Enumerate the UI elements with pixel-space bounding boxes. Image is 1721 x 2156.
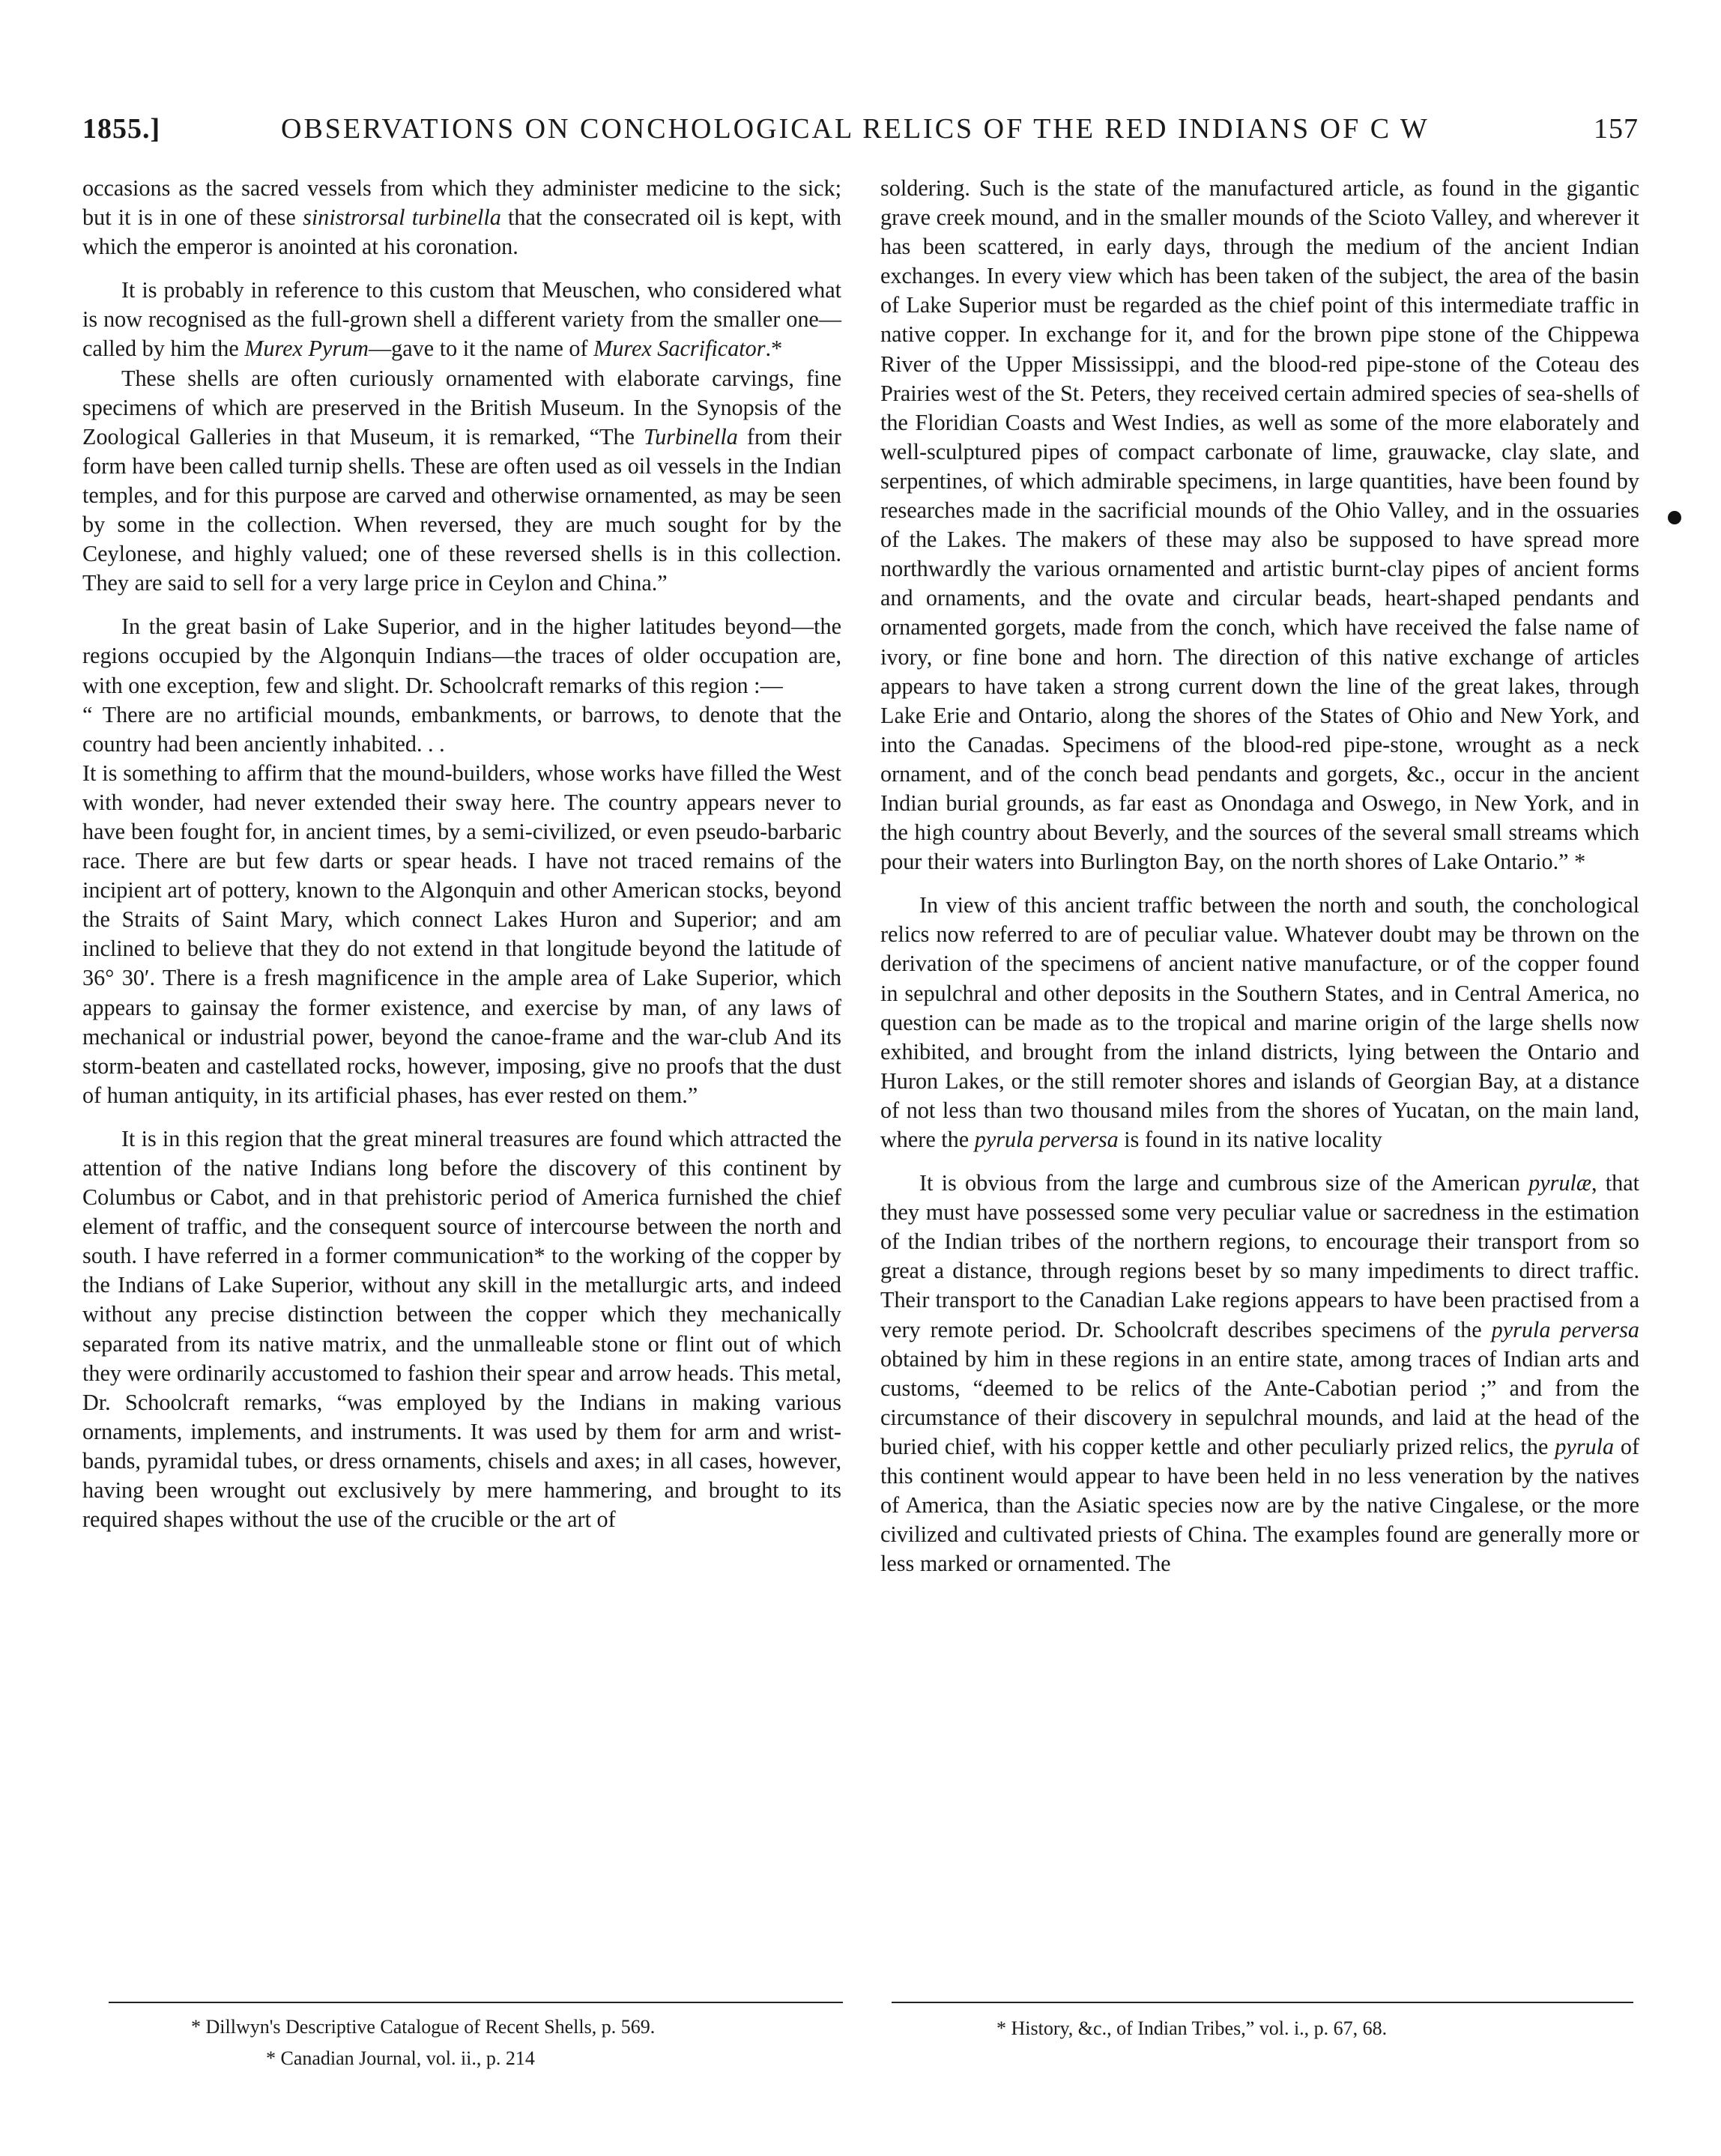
header-year: 1855.]	[82, 113, 161, 145]
right-column	[880, 174, 1639, 1987]
footnote: * Canadian Journal, vol. ii., p. 214	[266, 2047, 535, 2069]
quotation: It is something to affirm that the mound-builders, whose works have filled the West with wonder, had never extended their sway here. The country appears never to have been fought for, in ancient times, by a semi-civilized, or even pseudo-barbaric race. There are but few darts or spear heads. I have not traced remains of the incipient art of pottery, known to the Algonquin and other American stocks, beyond the Straits of Saint Mary, which connect Lakes Huron and Superior; and am inclined to believe that they do not extend in that longitude beyond the latitude of 36° 30′. There is a fresh magnificence in the ample area of Lake Superior, which appears to gainsay the former existence, and exercise by man, of any laws of mechanical or industrial power, beyond the canoe-frame and the war-club And its storm-beaten and castellated rocks, however, imposing, give no proofs that the dust of human antiquity, in its artificial phases, has ever rested on them.”	[82, 760, 841, 1108]
paragraph: It is in this region that the great mineral treasures are found which attracted the attention of the native Indians long before the discovery of this continent by Columbus or Cabot, and in that prehistoric period of America furnished the chief element of traffic, and the consequent source of intercourse between the north and south. I have referred in a former communication* to the working of the copper by the Indians of Lake Superior, without any skill in the metallurgic arts, and indeed without any precise distinction between the copper which they mechanically separated from its native matrix, and the unmalleable stone or flint out of which they were ordinarily accustomed to fashion their spear and arrow heads. This metal, Dr. Schoolcraft remarks, “was employed by the Indians in making various ornaments, implements, and instruments. It was used by them for arm and wrist-bands, pyramidal tubes, or dress ornaments, chisels and axes; in all cases, however, having been wrought out exclusively by mere hammering, and brought to its required shapes without the use of the crucible or the art of	[82, 1125, 841, 1533]
page-number: 157	[1594, 113, 1639, 145]
footnote-rule	[892, 2002, 1633, 2003]
quotation: “ There are no artificial mounds, embankments, or barrows, to denote that the country had been anciently inhabited. . .	[82, 701, 841, 757]
margin-dot	[1668, 511, 1681, 524]
paragraph: It is probably in reference to this custom that Meuschen, who considered what is now recognised as the full-grown shell a different variety from the smaller one—called by him the Murex Pyrum—gave to it the name of Murex Sacrificator.*	[82, 277, 841, 362]
paragraph: In the great basin of Lake Superior, and in the higher latitudes beyond—the regions occupied by the Algonquin Indians—the traces of older occupation are, with one exception, few and slight. Dr. Schoolcraft remarks of this region :—	[82, 614, 841, 698]
footnote-rule	[109, 2002, 843, 2003]
running-header	[82, 112, 1639, 150]
left-column	[82, 174, 841, 1987]
paragraph: occasions as the sacred vessels from which they administer medicine to the sick; but it is in one of these sinistrorsal turbinella that the consecrated oil is kept, with which the emperor is anointed at his coronation.	[82, 175, 841, 260]
header-title: OBSERVATIONS ON CONCHOLOGICAL RELICS OF THE RED INDIANS OF C W	[281, 113, 1430, 145]
footnote: * History, &c., of Indian Tribes,” vol. i., p. 67, 68.	[996, 2017, 1388, 2039]
paragraph: In view of this ancient traffic between the north and south, the conchological relics now referred to are of peculiar value. Whatever doubt may be thrown on the derivation of the specimens of ancient native manufacture, or of the copper found in sepulchral and other deposits in the Southern States, and in Central America, no question can be made as to the tropical and marine origin of the large shells now exhibited, and brought from the inland districts, lying between the Ontario and Huron Lakes, or the still remoter shores and islands of Georgian Bay, at a distance of not less than two thousand miles from the shores of Yucatan, on the main land, where the pyrula perversa is found in its native locality	[880, 892, 1639, 1152]
paragraph: It is obvious from the large and cumbrous size of the American pyrulæ, that they must have possessed some very peculiar value or sacredness in the estimation of the Indian tribes of the northern regions, to encourage their transport from so great a distance, through regions beset by so many impediments to direct traffic. Their transport to the Canadian Lake regions appears to have been practised from a very remote period. Dr. Schoolcraft describes specimens of the pyrula perversa obtained by him in these regions in an entire state, among traces of Indian arts and customs, “deemed to be relics of the Ante-Cabotian period ;” and from the circumstance of their discovery in sepulchral mounds, and laid at the head of the buried chief, with his copper kettle and other peculiarly prized relics, the pyrula of this continent would appear to have been held in no less veneration by the natives of America, than the Asiatic species now are by the native Cingalese, or the more civilized and cultivated priests of China. The examples found are generally more or less marked or ornamented. The	[880, 1170, 1639, 1577]
paragraph: soldering. Such is the state of the manufactured article, as found in the gigantic grave creek mound, and in the smaller mounds of the Scioto Valley, and wherever it has been scattered, in early days, through the medium of the ancient Indian exchanges. In every view which has been taken of the subject, the area of the basin of Lake Superior must be regarded as the chief point of this intermediate traffic in native copper. In exchange for it, and for the brown pipe stone of the Chippewa River of the Upper Mississippi, and the blood-red pipe-stone of the Coteau des Prairies west of the St. Peters, they received certain admired species of sea-shells of the Floridian Coasts and West Indies, as well as some of the more elaborately and well-sculptured pipes of compact carbonate of lime, grauwacke, clay slate, and serpentines, of which admirable specimens, in large quantities, have been found by researches made in the sacrificial mounds of the Ohio Valley, and in the ossuaries of the Lakes. The makers of these may also be supposed to have spread more northwardly the various ornamented and artistic burnt-clay pipes of ancient forms and ornaments, and the ovate and circular beads, heart-shaped pendants and ornamented gorgets, made from the conch, which have received the false name of ivory, or fine bone and horn. The direction of this native exchange of articles appears to have taken a strong current down the line of the great lakes, through Lake Erie and Ontario, along the shores of the States of Ohio and New York, and into the Canadas. Specimens of the blood-red pipe-stone, wrought as a neck ornament, and of the conch bead pendants and gorgets, &c., occur in the ancient Indian burial grounds, as far east as Onondaga and Oswego, in New York, and in the high country about Beverly, and the sources of the several small streams which pour their waters into Burlington Bay, on the north shores of Lake Ontario.” *	[880, 175, 1639, 875]
paragraph: These shells are often curiously ornamented with elaborate carvings, fine specimens of which are preserved in the British Museum. In the Synopsis of the Zoological Galleries in that Museum, it is remarked, “The Turbinella from their form have been called turnip shells. These are often used as oil vessels in the Indian temples, and for this purpose are carved and otherwise ornamented, as may be seen by some in the collection. When reversed, they are much sought for by the Ceylonese, and highly valued; one of these reversed shells is in this collection. They are said to sell for a very large price in Ceylon and China.”	[82, 365, 841, 596]
footnote: * Dillwyn's Descriptive Catalogue of Recent Shells, p. 569.	[191, 2016, 656, 2038]
